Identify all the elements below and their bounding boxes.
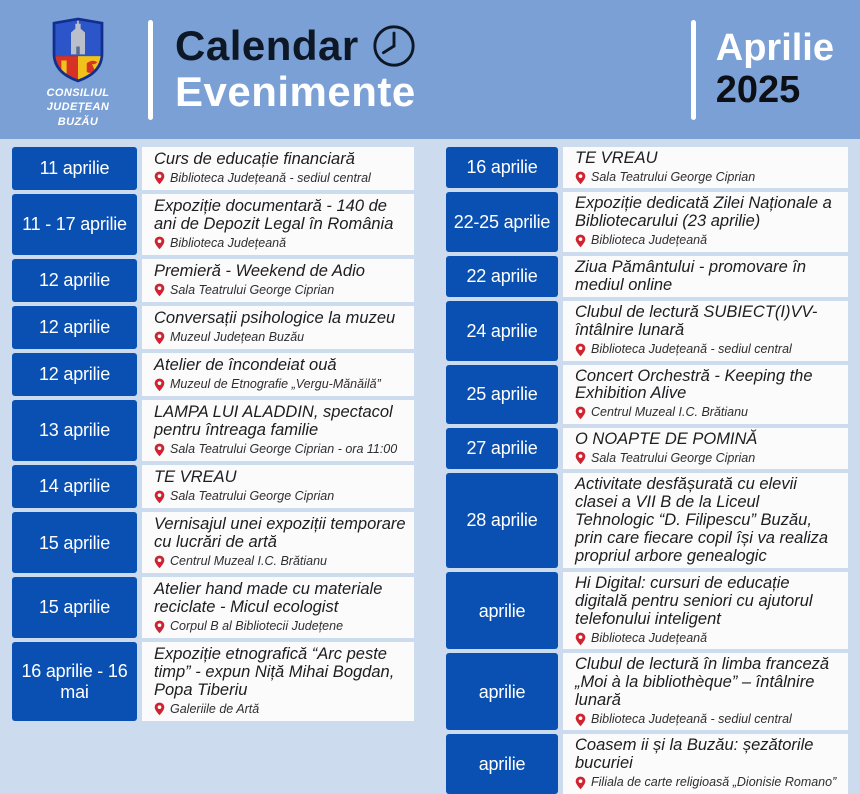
location-pin-icon — [154, 555, 165, 569]
event-title: Coasem ii și la Buzău: șezătorile bucuriei — [575, 736, 814, 773]
event-date-badge: 13 aprilie — [12, 400, 137, 461]
event-location — [154, 442, 406, 458]
event-title: LAMPA LUI ALADDIN, spectacol pentru întreaga familie — [154, 403, 393, 439]
event-card — [142, 512, 414, 573]
event-date-badge: 16 aprilie — [446, 147, 558, 188]
event-row — [446, 734, 848, 793]
event-date-badge: 28 aprilie — [446, 473, 558, 568]
event-card — [142, 400, 414, 461]
event-card — [142, 577, 414, 638]
event-card — [563, 653, 848, 730]
event-date-badge: 16 aprilie - 16 mai — [12, 642, 137, 721]
event-date-badge: 24 aprilie — [446, 301, 558, 360]
event-date-badge: 12 aprilie — [12, 259, 137, 302]
event-title: Hi Digital: cursuri de educație digitală pentru seniori cu ajutorul telefonului inteligent — [575, 574, 813, 628]
event-location — [154, 330, 406, 346]
event-title: Expoziție etnografică “Arc peste timp” - expun Niță Mihai Bogdan, Popa Tiberiu — [154, 645, 395, 699]
event-date-badge: 22 aprilie — [446, 256, 558, 298]
event-row — [12, 642, 414, 721]
location-pin-icon — [154, 283, 165, 297]
event-location-text: Sala Teatrului George Ciprian — [170, 282, 335, 297]
event-location-text: Sala Teatrului George Ciprian — [591, 450, 756, 465]
event-card — [563, 428, 848, 469]
event-date-badge: 12 aprilie — [12, 306, 137, 349]
location-pin-icon — [575, 234, 586, 248]
clock-icon — [371, 23, 417, 69]
event-location-text: Biblioteca Județeană - sediul central — [170, 170, 371, 185]
event-location — [154, 554, 406, 570]
event-location — [154, 619, 406, 635]
location-pin-icon — [575, 343, 586, 357]
location-pin-icon — [154, 236, 165, 250]
event-title: TE VREAU — [575, 149, 658, 167]
month-block — [716, 28, 834, 112]
event-row — [446, 653, 848, 730]
event-title: Vernisajul unei expoziții temporare cu lucrări de artă — [154, 515, 406, 552]
event-row — [12, 465, 414, 508]
event-location-text: Centrul Muzeal I.C. Brătianu — [170, 553, 328, 568]
event-card — [563, 572, 848, 649]
header — [0, 0, 860, 139]
event-location-text: Muzeul de Etnografie „Vergu-Mănăilă” — [170, 376, 381, 391]
event-location-text: Sala Teatrului George Ciprian — [170, 488, 335, 503]
event-date-badge: aprilie — [446, 653, 558, 730]
event-date-badge: 15 aprilie — [12, 512, 137, 573]
event-row — [446, 192, 848, 251]
event-row — [12, 577, 414, 638]
event-date-badge: 12 aprilie — [12, 353, 137, 396]
event-row — [12, 147, 414, 190]
location-pin-icon — [575, 632, 586, 646]
events-left-column — [12, 147, 414, 721]
divider-bar — [148, 20, 153, 120]
event-title: TE VREAU — [154, 468, 237, 487]
event-title: Curs de educație financiară — [154, 149, 355, 168]
event-row — [446, 473, 848, 568]
event-title: Concert Orchestră - Keeping the Exhibition Alive — [575, 366, 813, 403]
event-card — [563, 473, 848, 568]
event-location-text: Biblioteca Județeană — [591, 233, 708, 248]
event-location — [575, 775, 840, 791]
event-date-badge: 15 aprilie — [12, 577, 137, 638]
event-location-text: Sala Teatrului George Ciprian - ora 11:00 — [170, 441, 398, 456]
event-location-text: Filiala de carte religioasă „Dionisie Romano” — [591, 775, 837, 790]
event-location-text: Galeriile de Artă — [170, 701, 260, 716]
event-row — [446, 301, 848, 360]
location-pin-icon — [154, 378, 165, 392]
event-row — [446, 428, 848, 469]
event-row — [446, 147, 848, 188]
location-pin-icon — [575, 713, 586, 727]
event-card — [563, 192, 848, 251]
location-pin-icon — [575, 776, 586, 790]
event-row — [12, 194, 414, 255]
event-location — [154, 171, 406, 187]
month-label: Aprilie — [715, 26, 834, 69]
event-card — [563, 256, 848, 298]
coat-of-arms-icon — [50, 16, 106, 84]
county-council-logo — [22, 10, 134, 129]
event-location-text: Corpul B al Bibliotecii Județene — [170, 618, 344, 633]
org-name-line2: JUDEȚEAN — [46, 101, 110, 114]
event-title: Conversații psihologice la muzeu — [154, 308, 396, 327]
event-title: Atelier hand made cu materiale reciclate - Micul ecologist — [154, 580, 383, 616]
location-pin-icon — [154, 620, 165, 634]
event-row — [446, 365, 848, 424]
event-card — [563, 147, 848, 188]
event-date-badge: 11 aprilie — [12, 147, 137, 190]
event-title: Atelier de încondeiat ouă — [154, 356, 337, 375]
events-right-column — [446, 147, 848, 790]
event-date-badge: 11 - 17 aprilie — [12, 194, 137, 255]
divider-bar — [691, 20, 696, 120]
event-card — [142, 642, 414, 721]
event-location-text: Biblioteca Județeană - sediul central — [591, 341, 792, 356]
event-location — [154, 236, 406, 252]
page-title — [175, 23, 417, 115]
event-card — [563, 301, 848, 360]
event-location — [575, 170, 840, 186]
event-location-text: Centrul Muzeal I.C. Brătianu — [591, 405, 749, 420]
org-name-line1: CONSILIUL — [46, 87, 110, 100]
event-title: Expoziție documentară - 140 de ani de Depozit Legal în România — [154, 196, 394, 233]
event-row — [446, 572, 848, 649]
event-location-text: Muzeul Județean Buzău — [170, 329, 305, 344]
event-location — [575, 405, 840, 421]
event-row — [12, 306, 414, 349]
event-title: Premieră - Weekend de Adio — [154, 261, 365, 280]
event-date-badge: 27 aprilie — [446, 428, 558, 469]
event-location — [575, 451, 840, 467]
event-card — [142, 306, 414, 349]
event-location — [575, 342, 840, 358]
event-card — [142, 259, 414, 302]
location-pin-icon — [154, 331, 165, 345]
event-location — [154, 702, 406, 718]
event-location-text: Biblioteca Județeană - sediul central — [591, 711, 792, 726]
org-name — [22, 86, 134, 129]
event-title: Clubul de lectură SUBIECT(I)VV- întâlnire lunară — [575, 303, 818, 340]
event-location-text: Biblioteca Județeană — [591, 630, 708, 645]
event-card — [142, 147, 414, 190]
location-pin-icon — [575, 171, 586, 185]
event-date-badge: 14 aprilie — [12, 465, 137, 508]
event-card — [142, 353, 414, 396]
event-title: O NOAPTE DE POMINĂ — [575, 429, 758, 448]
event-location — [575, 631, 840, 647]
event-location — [575, 233, 840, 249]
event-card — [563, 734, 848, 793]
location-pin-icon — [575, 451, 586, 465]
events-grid — [0, 139, 860, 790]
event-card — [563, 365, 848, 424]
location-pin-icon — [154, 490, 165, 504]
location-pin-icon — [575, 406, 586, 420]
page-title-evenimente: Evenimente — [175, 68, 416, 116]
event-date-badge: aprilie — [446, 572, 558, 649]
event-title: Activitate desfășurată cu elevii clasei a VII B de la Liceul Tehnologic “D. Filipescu” Buzău, prin care fiecare copil își va realiza propriul arbore genealogic — [575, 475, 829, 565]
event-date-badge: 22-25 aprilie — [446, 192, 558, 251]
event-row — [446, 256, 848, 298]
page-title-calendar: Calendar — [175, 22, 359, 70]
event-title: Expoziție dedicată Zilei Naționale a Bibliotecarului (23 aprilie) — [575, 194, 832, 231]
event-date-badge: aprilie — [446, 734, 558, 793]
event-row — [12, 400, 414, 461]
event-card — [142, 194, 414, 255]
location-pin-icon — [154, 171, 165, 185]
location-pin-icon — [154, 702, 165, 716]
event-location-text: Biblioteca Județeană — [170, 235, 287, 250]
event-location-text: Sala Teatrului George Ciprian — [591, 169, 756, 184]
event-title: Ziua Pământului - promovare în mediul online — [575, 257, 807, 294]
event-location — [575, 712, 840, 728]
event-row — [12, 512, 414, 573]
event-row — [12, 259, 414, 302]
event-card — [142, 465, 414, 508]
year-label: 2025 — [715, 68, 801, 111]
location-pin-icon — [154, 443, 165, 457]
event-location — [154, 377, 406, 393]
event-title: Clubul de lectură în limba franceză „Moi à la bibliothèque” – întâlnire lunară — [575, 655, 830, 709]
event-date-badge: 25 aprilie — [446, 365, 558, 424]
event-location — [154, 283, 406, 299]
event-location — [154, 489, 406, 505]
event-row — [12, 353, 414, 396]
org-name-line3: BUZĂU — [57, 115, 99, 128]
